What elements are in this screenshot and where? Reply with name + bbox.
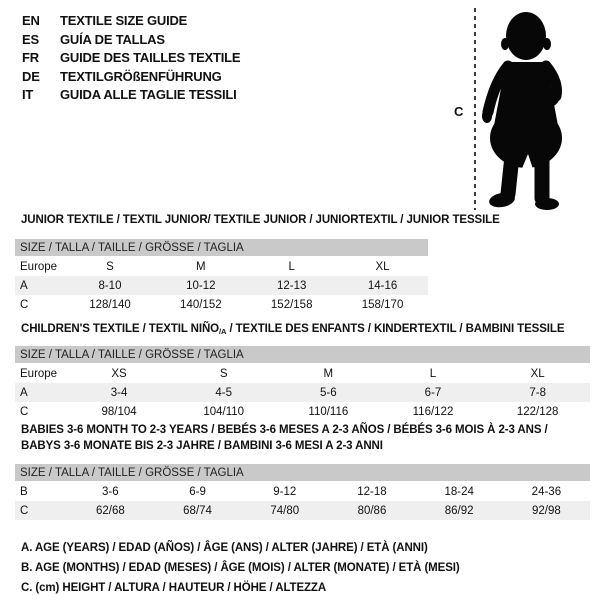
table-cell: 110/116 <box>308 405 349 418</box>
language-list <box>22 12 240 105</box>
table-cell: 24-36 <box>531 485 562 498</box>
row-label: C <box>20 298 29 311</box>
language-row <box>22 49 240 68</box>
babies-section-title <box>21 422 548 454</box>
language-title: TEXTILGRÖßENFÜHRUNG <box>60 68 222 84</box>
note-height-cm: C. (cm) HEIGHT / ALTURA / HAUTEUR / HÖHE / ALTEZZA <box>21 582 327 594</box>
table-cell: 18-24 <box>444 485 474 498</box>
language-row <box>22 12 240 31</box>
row-label: C <box>20 504 29 517</box>
table-cell: 14-16 <box>367 279 398 292</box>
children-title-sub: /A <box>219 327 227 336</box>
baby-silhouette-icon <box>478 6 590 211</box>
language-code: IT <box>22 87 34 103</box>
row-label: Europe <box>20 260 58 273</box>
table-cell: 3-6 <box>102 485 119 498</box>
table-cell: 158/170 <box>361 298 404 311</box>
note-age-months: B. AGE (MONTHS) / EDAD (MESES) / ÂGE (MOIS) / ALTER (MONATE) / ETÀ (MESI) <box>21 562 460 574</box>
language-title: TEXTILE SIZE GUIDE <box>60 13 188 28</box>
table-cell: 80/86 <box>357 504 387 517</box>
children-title-post: / TEXTILE DES ENFANTS / KINDERTEXTIL / BAMBINI TESSILE <box>226 323 565 335</box>
table-cell: XL <box>530 367 545 380</box>
language-title: GUIDA ALLE TAGLIE TESSILI <box>60 87 237 103</box>
table-cell: 3-4 <box>110 386 128 399</box>
size-header: SIZE / TALLA / TAILLE / GRÖSSE / TAGLIA <box>15 239 428 257</box>
table-cell: XS <box>111 367 127 380</box>
table-cell: 9-12 <box>273 485 297 498</box>
table-row-age <box>15 383 590 402</box>
size-header: SIZE / TALLA / TAILLE / GRÖSSE / TAGLIA <box>15 346 590 364</box>
row-label: A <box>20 386 28 399</box>
table-cell: 12-18 <box>357 485 387 498</box>
note-age-years: A. AGE (YEARS) / EDAD (AÑOS) / ÂGE (ANS) / ALTER (JAHRE) / ETÀ (ANNI) <box>21 542 428 554</box>
table-cell: 74/80 <box>270 504 300 517</box>
table-cell: 104/110 <box>203 405 245 418</box>
table-cell: 128/140 <box>89 298 131 311</box>
language-title: GUIDE DES TAILLES TEXTILE <box>60 50 241 66</box>
table-cell: 62/68 <box>95 504 125 517</box>
children-section-title <box>21 321 564 340</box>
junior-size-table <box>15 239 428 314</box>
size-header-row <box>15 464 590 482</box>
language-row <box>22 31 240 50</box>
row-label: Europe <box>20 367 58 380</box>
babies-title-line2: BABYS 3-6 MONATE BIS 2-3 JAHRE / BAMBINI 3-6 MESI A 2-3 ANNI <box>21 440 383 452</box>
table-row-europe <box>15 364 590 384</box>
language-code: DE <box>22 68 40 84</box>
children-title-pre: CHILDREN'S TEXTILE / TEXTIL NIÑO <box>21 323 220 335</box>
table-cell: 7-8 <box>529 386 546 399</box>
row-label: B <box>20 485 28 498</box>
row-label: A <box>20 279 28 292</box>
table-cell: 152/158 <box>270 298 313 311</box>
table-cell: S <box>106 260 114 273</box>
height-measure-label: C <box>454 104 464 119</box>
table-row-height <box>15 402 590 421</box>
language-code: EN <box>22 13 40 28</box>
table-cell: 12-13 <box>276 279 307 292</box>
table-cell: 6-7 <box>424 386 442 399</box>
table-cell: M <box>196 260 206 273</box>
table-cell: 10-12 <box>186 279 216 292</box>
size-header-row <box>15 239 428 257</box>
language-code: ES <box>22 31 39 47</box>
table-cell: S <box>219 367 228 380</box>
table-row-age <box>15 276 428 295</box>
table-row-europe <box>15 257 428 277</box>
row-label: C <box>20 405 29 418</box>
junior-section-title: JUNIOR TEXTILE / TEXTIL JUNIOR/ TEXTILE JUNIOR / JUNIORTEXTIL / JUNIOR TESSILE <box>21 214 500 226</box>
table-cell: L <box>429 367 437 380</box>
table-cell: 92/98 <box>531 504 561 517</box>
size-header-row <box>15 346 590 364</box>
language-row <box>22 68 240 87</box>
table-cell: 122/128 <box>516 405 559 418</box>
babies-title-line1: BABIES 3-6 MONTH TO 2-3 YEARS / BEBÉS 3-6 MESES A 2-3 AÑOS / BÉBÉS 3-6 MOIS À 2-3 ANS / <box>21 424 548 436</box>
table-cell: 68/74 <box>183 504 212 517</box>
language-title: GUÍA DE TALLAS <box>60 31 165 47</box>
table-cell: 5-6 <box>320 386 337 399</box>
children-size-table <box>15 346 590 421</box>
table-cell: 140/152 <box>180 298 222 311</box>
babies-size-table <box>15 464 590 520</box>
table-cell: M <box>323 367 334 380</box>
language-code: FR <box>22 50 39 66</box>
language-row <box>22 86 240 105</box>
size-header: SIZE / TALLA / TAILLE / GRÖSSE / TAGLIA <box>15 464 590 482</box>
table-cell: 8-10 <box>98 279 122 292</box>
table-cell: L <box>288 260 295 273</box>
table-row-height <box>15 501 590 520</box>
table-row-height <box>15 295 428 314</box>
table-cell: 6-9 <box>189 485 206 498</box>
table-cell: 116/122 <box>412 405 454 418</box>
legend-notes <box>21 538 460 598</box>
table-row-age-months <box>15 482 590 502</box>
height-dashed-line <box>474 8 476 210</box>
table-cell: XL <box>375 260 390 273</box>
table-cell: 86/92 <box>444 504 474 517</box>
table-cell: 4-5 <box>215 386 233 399</box>
table-cell: 98/104 <box>101 405 137 418</box>
